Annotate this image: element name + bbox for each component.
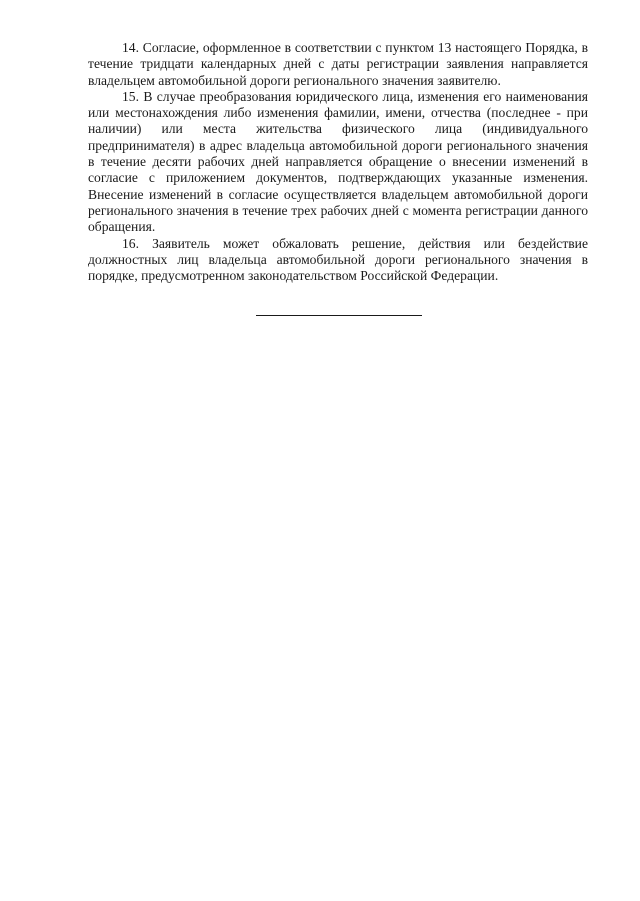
paragraph-14: 14. Согласие, оформленное в соответствии с пунктом 13 настоящего Порядка, в течение тридцати календарных дней с даты регистрации заявления направляется владельцем автомобильной дороги регионального значения заявителю. bbox=[88, 40, 588, 88]
paragraph-15: 15. В случае преобразования юридического лица, изменения его наименования или местонахождения либо изменения фамилии, имени, отчества (последнее - при наличии) или места жительства физического лица (индивидуального предпринимателя) в адрес владельца автомобильной дороги регионального значения в течение десяти рабочих дней направляется обращение о внесении изменений в согласие с приложением документов, подтверждающих указанные изменения. Внесение изменений в согласие осуществляется владельцем автомобильной дороги регионального значения в течение трех рабочих дней с момента регистрации данного обращения. bbox=[88, 88, 588, 235]
end-of-document-rule bbox=[256, 315, 422, 316]
paragraph-16: 16. Заявитель может обжаловать решение, действия или бездействие должностных лиц владельца автомобильной дороги регионального значения в порядке, предусмотренном законодательством Российской Федерации. bbox=[88, 235, 588, 284]
document-body bbox=[88, 40, 588, 284]
